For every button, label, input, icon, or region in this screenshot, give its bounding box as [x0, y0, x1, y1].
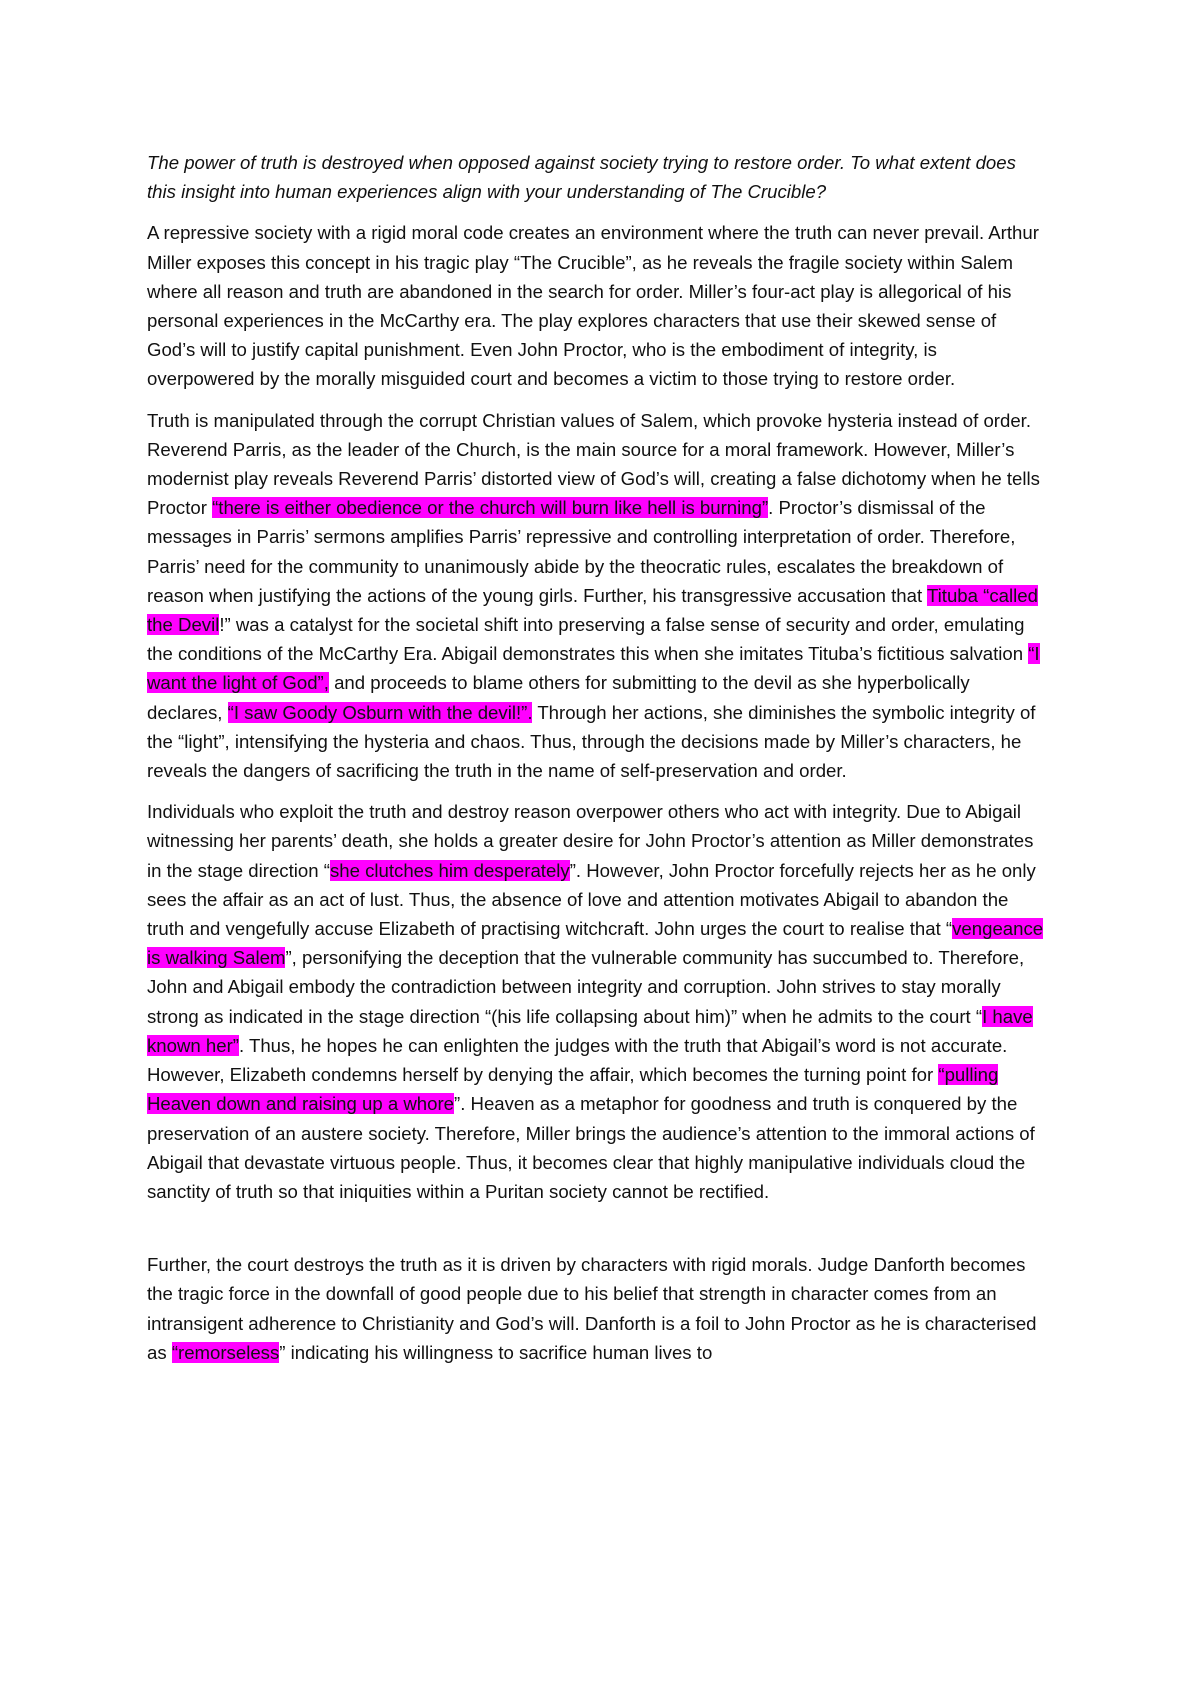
highlighted-quote: “there is either obedience or the church will burn like hell is burning”	[212, 497, 769, 519]
paragraph-body-1	[147, 406, 1047, 786]
highlighted-quote: “remorseless	[171, 1341, 280, 1363]
body-text: . Proctor’s dismissal of the messages in Parris’ sermons amplifies Parris’ repressive and controlling interpretation of order. Therefore, Parris’ need for the community to unanimously abide by the theocratic rules, escalates the breakdown of reason when justifying the actions of the young girls. Further, his transgressive accusation that	[147, 497, 1016, 606]
highlighted-quote: vengeance is walking Salem	[147, 918, 1044, 969]
body-text: Truth is manipulated through the corrupt Christian values of Salem, which provoke hysteria instead of order. Reverend Parris, as the leader of the Church, is the main source for a moral framework. However, Miller’s modernist play reveals Reverend Parris’ distorted view of God’s will, creating a false dichotomy when he tells Proctor	[147, 409, 1040, 519]
body-text: !” was a catalyst for the societal shift into preserving a false sense of security and order, emulating the conditions of the McCarthy Era. Abigail demonstrates this when she imitates Tituba’s fictitious salvation	[147, 614, 1029, 665]
body-text: Individuals who exploit the truth and destroy reason overpower others who act with integrity. Due to Abigail witnessing her parents’ death, she holds a greater desire for John Proctor’s attention as Miller demonstrates in the stage direction “	[147, 801, 1034, 881]
body-text: ” indicating his willingness to sacrifice human lives to	[279, 1341, 713, 1363]
body-text: ”, personifying the deception that the vulnerable community has succumbed to. Therefore, John and Abigail embody the contradiction between integrity and corruption. John strives to stay morally strong as indicated in the stage direction “(his life collapsing about him)” when he admits to the court “	[147, 947, 1025, 1027]
highlighted-quote: “pulling Heaven down and raising up a whore	[147, 1064, 999, 1115]
body-text: ”. However, John Proctor forcefully rejects her as he only sees the affair as an act of lust. Thus, the absence of love and attention motivates Abigail to abandon the truth and vengefully accuse Elizabeth of practising witchcraft. John urges the court to realise that “	[147, 859, 1036, 940]
paragraph-intro	[147, 218, 1047, 393]
highlighted-quote: she clutches him desperately	[329, 859, 570, 881]
body-text: Further, the court destroys the truth as it is driven by characters with rigid morals. Judge Danforth becomes the tragic force in the downfall of good people due to his belief that strength in character comes from an intransigent adherence to Christianity and God’s will. Danforth is a foil to John Proctor as he is characterised as	[147, 1254, 1037, 1363]
body-text: and proceeds to blame others for submitting to the devil as she hyperbolically declares,	[147, 672, 970, 723]
essay-question: The power of truth is destroyed when opposed against society trying to restore order. To what extent does this insight into human experiences align with your understanding of The Crucible?	[147, 152, 1016, 203]
body-text: ”. Heaven as a metaphor for goodness and truth is conquered by the preservation of an austere society. Therefore, Miller brings the audience’s attention to the immoral actions of Abigail that devastate virtuous people. Thus, it becomes clear that highly manipulative individuals cloud the sanctity of truth so that iniquities within a Puritan society cannot be rectified.	[147, 1093, 1035, 1202]
highlighted-quote: “I saw Goody Osburn with the devil!”.	[227, 701, 533, 723]
highlighted-quote: Tituba “called the Devil	[147, 584, 1038, 636]
paragraph-spacer	[147, 1218, 1047, 1250]
highlighted-quote: “I want the light of God”,	[147, 643, 1040, 694]
paragraph-body-2	[147, 797, 1047, 1206]
document-body	[147, 148, 1047, 1379]
body-text: A repressive society with a rigid moral code creates an environment where the truth can never prevail. Arthur Miller exposes this concept in his tragic play “The Crucible”, as he reveals the fragile society within Salem where all reason and truth are abandoned in the search for order. Miller’s four-act play is allegorical of his personal experiences in the McCarthy era. The play explores characters that use their skewed sense of God’s will to justify capital punishment. Even John Proctor, who is the embodiment of integrity, is overpowered by the morally misguided court and becomes a victim to those trying to restore order.	[147, 222, 1039, 390]
body-text: . Thus, he hopes he can enlighten the judges with the truth that Abigail’s word is not accurate. However, Elizabeth condemns herself by denying the affair, which becomes the turning point for	[147, 1034, 1008, 1086]
body-text: Through her actions, she diminishes the symbolic integrity of the “light”, intensifying the hysteria and chaos. Thus, through the decisions made by Miller’s characters, he reveals the dangers of sacrificing the truth in the name of self-preservation and order.	[147, 701, 1036, 782]
highlighted-quote: I have known her”	[147, 1005, 1033, 1056]
paragraph-body-3	[147, 1250, 1047, 1367]
